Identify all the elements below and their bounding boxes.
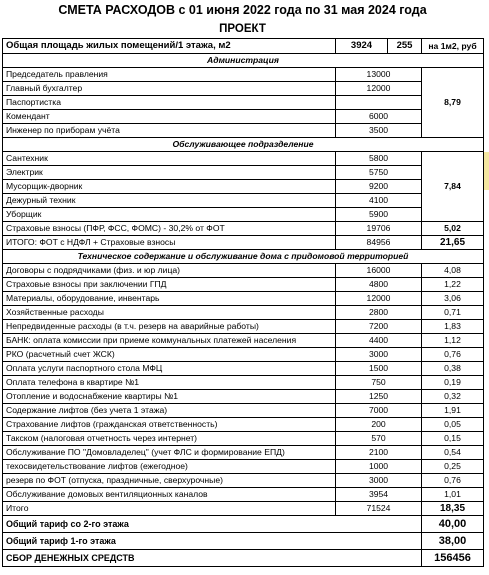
- row-amount: 200: [336, 418, 422, 432]
- row-rate: 0,76: [422, 474, 484, 488]
- table-row: [3, 362, 484, 376]
- row-label: РКО (расчетный счет ЖСК): [3, 348, 336, 362]
- row-label: Итого: [3, 502, 336, 516]
- row-amount: 1000: [336, 460, 422, 474]
- row-rate: 0,54: [422, 446, 484, 460]
- row-label: Оплата услуги паспортного стола МФЦ: [3, 362, 336, 376]
- section-title-service: Обслуживающее подразделение: [3, 138, 484, 152]
- row-rate: 1,83: [422, 320, 484, 334]
- row-label: Хозяйственные расходы: [3, 306, 336, 320]
- row-label: Общий тариф со 2-го этажа: [3, 516, 422, 533]
- table-row: [3, 404, 484, 418]
- row-label: БАНК: оплата комиссии при приеме коммунальных платежей населения: [3, 334, 336, 348]
- row-amount: 84956: [336, 236, 422, 250]
- table-row: [3, 488, 484, 502]
- row-amount: 13000: [336, 68, 422, 82]
- row-amount: 2800: [336, 306, 422, 320]
- row-label: Страховые взносы при заключении ГПД: [3, 278, 336, 292]
- row-label: Обслуживание домовых вентиляционных каналов: [3, 488, 336, 502]
- table-row: [3, 194, 484, 208]
- row-label: Материалы, оборудование, инвентарь: [3, 292, 336, 306]
- section-row-maintenance: [3, 250, 484, 264]
- row-label: Содержание лифтов (без учета 1 этажа): [3, 404, 336, 418]
- table-row: [3, 208, 484, 222]
- table-row: [3, 166, 484, 180]
- table-row: [3, 180, 484, 194]
- row-label: Общий тариф 1-го этажа: [3, 533, 422, 550]
- table-row: [3, 292, 484, 306]
- table-row: [3, 446, 484, 460]
- grand-total-row: [3, 502, 484, 516]
- yellow-margin-strip: [484, 152, 489, 190]
- row-label: Паспортистка: [3, 96, 336, 110]
- table-row: [3, 278, 484, 292]
- row-amount: 12000: [336, 82, 422, 96]
- row-label: Такском (налоговая отчетность через интернет): [3, 432, 336, 446]
- row-label: Дежурный техник: [3, 194, 336, 208]
- row-amount: 12000: [336, 292, 422, 306]
- row-label: ИТОГО: ФОТ с НДФЛ + Страховые взносы: [3, 236, 336, 250]
- header-area-floor1: 255: [388, 39, 422, 54]
- row-label: техосвидетельствование лифтов (ежегодное): [3, 460, 336, 474]
- row-amount: 4400: [336, 334, 422, 348]
- row-amount: 5750: [336, 166, 422, 180]
- table-row: [3, 124, 484, 138]
- row-label: Председатель правления: [3, 68, 336, 82]
- budget-sheet: [2, 0, 483, 567]
- table-row: [3, 418, 484, 432]
- row-rate: 38,00: [422, 533, 484, 550]
- row-label: Сантехник: [3, 152, 336, 166]
- row-amount: 7000: [336, 404, 422, 418]
- row-rate: 0,05: [422, 418, 484, 432]
- row-label: Главный бухгалтер: [3, 82, 336, 96]
- table-row: [3, 348, 484, 362]
- section-title-admin: Администрация: [3, 54, 484, 68]
- row-label: Электрик: [3, 166, 336, 180]
- row-label: Мусорщик-дворник: [3, 180, 336, 194]
- row-label: Страхование лифтов (гражданская ответственность): [3, 418, 336, 432]
- insurance-row: [3, 222, 484, 236]
- header-unit: на 1м2, руб: [422, 39, 484, 54]
- admin-rate: 8,79: [422, 68, 484, 138]
- row-label: Уборщик: [3, 208, 336, 222]
- row-rate: 156456: [422, 550, 484, 567]
- table-row: [3, 460, 484, 474]
- row-rate: 1,12: [422, 334, 484, 348]
- row-amount: 3000: [336, 348, 422, 362]
- table-row: [3, 82, 484, 96]
- row-amount: 3500: [336, 124, 422, 138]
- collection-row: [3, 550, 484, 567]
- row-amount: 71524: [336, 502, 422, 516]
- row-amount: 3000: [336, 474, 422, 488]
- row-label: Договоры с подрядчиками (физ. и юр лица): [3, 264, 336, 278]
- row-amount: 750: [336, 376, 422, 390]
- document-title: СМЕТА РАСХОДОВ с 01 июня 2022 года по 31 мая 2024 года: [58, 3, 427, 17]
- row-amount: 1250: [336, 390, 422, 404]
- row-amount: 1500: [336, 362, 422, 376]
- row-rate: 0,71: [422, 306, 484, 320]
- header-label: Общая площадь жилых помещений/1 этажа, м2: [3, 39, 336, 54]
- row-rate: 0,19: [422, 376, 484, 390]
- table-row: [3, 68, 484, 82]
- row-amount: 19706: [336, 222, 422, 236]
- row-rate: 0,25: [422, 460, 484, 474]
- row-label: Непредвиденные расходы (в т.ч. резерв на аварийные работы): [3, 320, 336, 334]
- row-amount: 16000: [336, 264, 422, 278]
- row-rate: 4,08: [422, 264, 484, 278]
- header-area-total: 3924: [336, 39, 388, 54]
- row-amount: 6000: [336, 110, 422, 124]
- table-row: [3, 152, 484, 166]
- row-amount: 2100: [336, 446, 422, 460]
- table-row: [3, 376, 484, 390]
- row-label: Инженер по приборам учёта: [3, 124, 336, 138]
- row-amount: 570: [336, 432, 422, 446]
- row-rate: 0,76: [422, 348, 484, 362]
- table-row: [3, 474, 484, 488]
- table-row: [3, 110, 484, 124]
- row-rate: 0,15: [422, 432, 484, 446]
- table-row: [3, 306, 484, 320]
- row-rate: 21,65: [422, 236, 484, 250]
- document-subtitle: ПРОЕКТ: [219, 23, 266, 35]
- row-label: Отопление и водоснабжение квартиры №1: [3, 390, 336, 404]
- row-rate: 0,38: [422, 362, 484, 376]
- tariff-1-row: [3, 533, 484, 550]
- section-row-service: [3, 138, 484, 152]
- table-row: [3, 264, 484, 278]
- row-rate: 1,22: [422, 278, 484, 292]
- row-amount: 5800: [336, 152, 422, 166]
- service-rate: 7,84: [422, 152, 484, 222]
- row-amount: 4100: [336, 194, 422, 208]
- row-rate: 0,32: [422, 390, 484, 404]
- row-amount: 9200: [336, 180, 422, 194]
- table-row: [3, 432, 484, 446]
- payroll-total-row: [3, 236, 484, 250]
- table-row: [3, 334, 484, 348]
- row-rate: 40,00: [422, 516, 484, 533]
- row-rate: 1,91: [422, 404, 484, 418]
- row-rate: 1,01: [422, 488, 484, 502]
- row-label: СБОР ДЕНЕЖНЫХ СРЕДСТВ: [3, 550, 422, 567]
- row-amount: 4800: [336, 278, 422, 292]
- table-row: [3, 320, 484, 334]
- row-amount: 3954: [336, 488, 422, 502]
- row-label: резерв по ФОТ (отпуска, праздничные, сверхурочные): [3, 474, 336, 488]
- row-amount: 5900: [336, 208, 422, 222]
- row-amount: 7200: [336, 320, 422, 334]
- budget-table: [2, 38, 484, 567]
- table-row: [3, 390, 484, 404]
- section-row-admin: [3, 54, 484, 68]
- table-row: [3, 96, 484, 110]
- row-rate: 3,06: [422, 292, 484, 306]
- row-label: Обслуживание ПО "Домовладелец" (учет ФЛС и формирование ЕПД): [3, 446, 336, 460]
- header-row: [3, 39, 484, 54]
- row-label: Комендант: [3, 110, 336, 124]
- tariff-2-row: [3, 516, 484, 533]
- row-rate: 5,02: [422, 222, 484, 236]
- row-label: Оплата телефона в квартире №1: [3, 376, 336, 390]
- section-title-maintenance: Техническое содержание и обслуживание дома с придомовой территорией: [3, 250, 484, 264]
- row-rate: 18,35: [422, 502, 484, 516]
- row-label: Страховые взносы (ПФР, ФСС, ФОМС) - 30,2% от ФОТ: [3, 222, 336, 236]
- row-amount: [336, 96, 422, 110]
